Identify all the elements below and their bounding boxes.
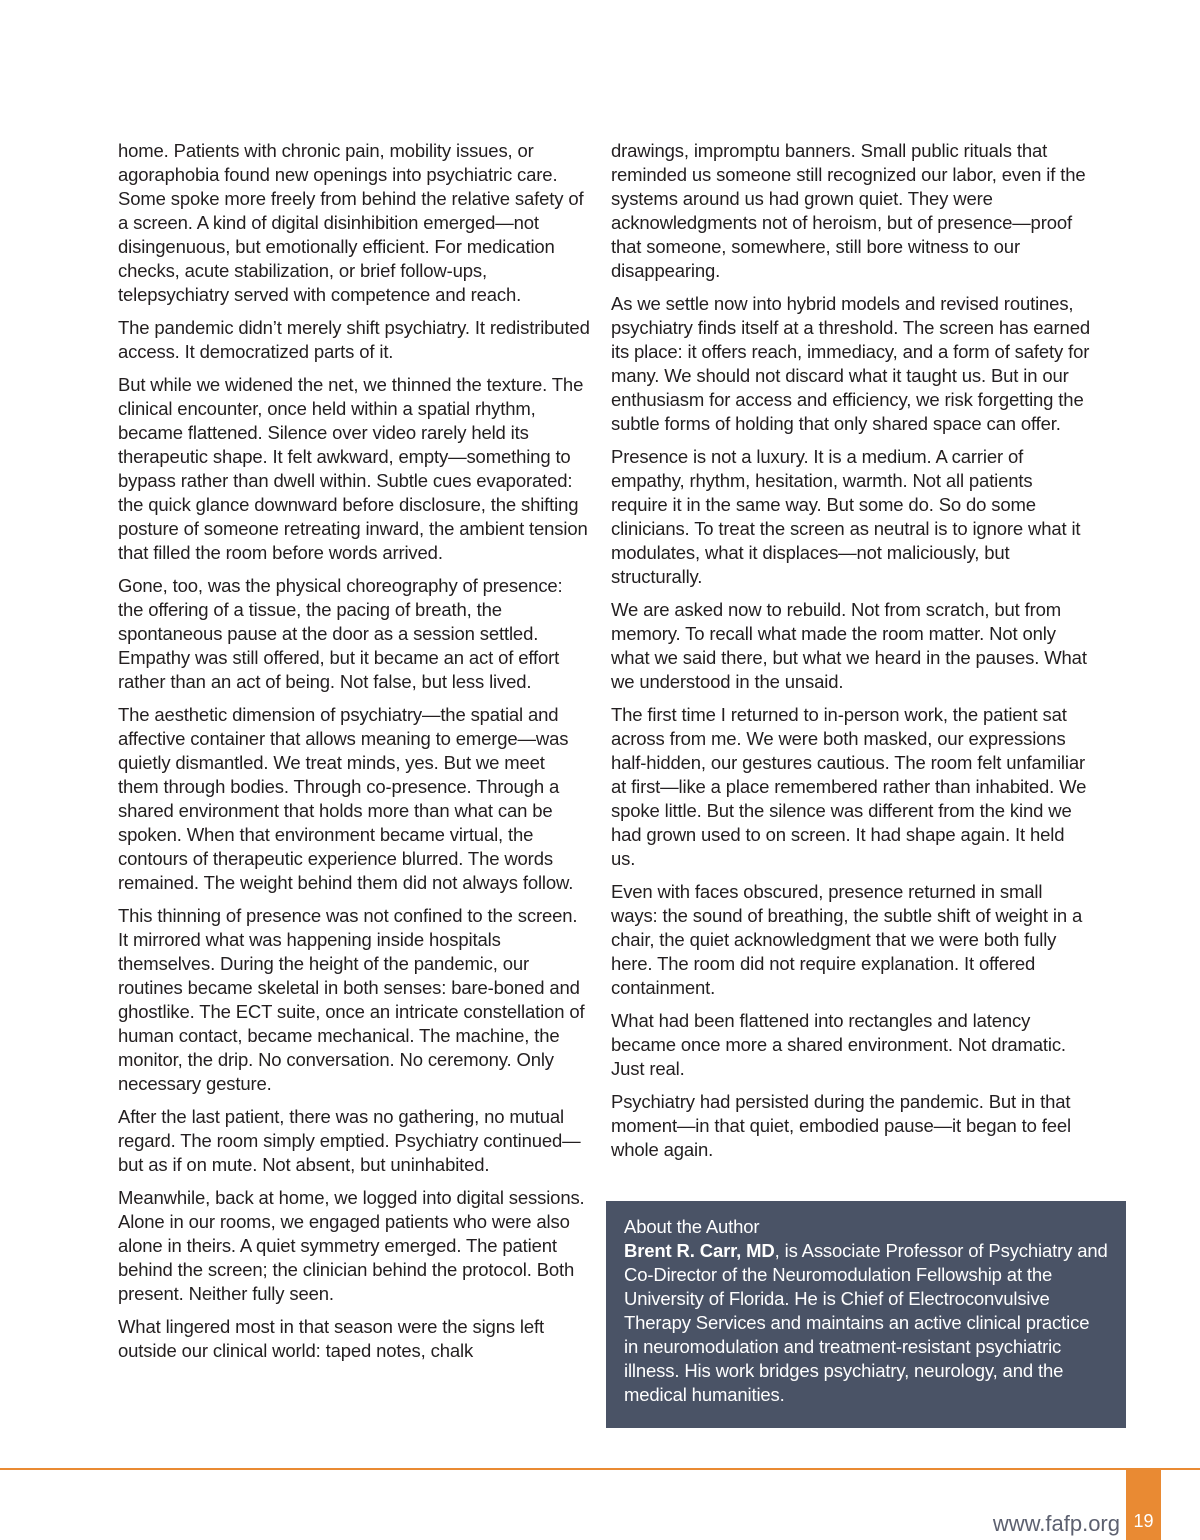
- footer-url: www.fafp.org: [992, 1511, 1120, 1536]
- right-column: [611, 139, 1091, 1171]
- body-paragraph: Gone, too, was the physical choreography of presence: the offering of a tissue, the pacing of breath, the spontaneous pause at the door as a session settled. Empathy was still offered, but it became an act of effort rather than an act of being. Not false, but less lived.: [118, 575, 563, 692]
- body-paragraph: The pandemic didn’t merely shift psychiatry. It redistributed access. It democratized parts of it.: [118, 317, 590, 362]
- body-paragraph: After the last patient, there was no gathering, no mutual regard. The room simply emptied. Psychiatry continued—but as if on mute. Not absent, but uninhabited.: [118, 1106, 581, 1175]
- author-bio: , is Associate Professor of Psychiatry and Co-Director of the Neuromodulation Fellowship at the University of Florida. He is Chief of Electroconvulsive Therapy Services and maintains an active clinical practice in neuromodulation and treatment-resistant psychiatric illness. His work bridges psychiatry, neurology, and the medical humanities.: [624, 1240, 1108, 1405]
- body-paragraph: Meanwhile, back at home, we logged into digital sessions. Alone in our rooms, we engaged patients who were also alone in theirs. A quiet symmetry emerged. The patient behind the screen; the clinician behind the protocol. Both present. Neither fully seen.: [118, 1187, 585, 1304]
- body-paragraph: Even with faces obscured, presence returned in small ways: the sound of breathing, the subtle shift of weight in a chair, the quiet acknowledgment that we were both fully here. The room did not require explanation. It offered containment.: [611, 881, 1083, 998]
- page-number: 19: [1126, 1470, 1161, 1540]
- author-name: Brent R. Carr, MD: [624, 1240, 775, 1261]
- body-paragraph: As we settle now into hybrid models and revised routines, psychiatry finds itself at a threshold. The screen has earned its place: it offers reach, immediacy, and a form of safety for many. We should not discard what it taught us. But in our enthusiasm for access and efficiency, we risk forgetting the subtle forms of holding that only shared space can offer.: [611, 293, 1090, 434]
- left-column: [118, 139, 590, 1372]
- body-paragraph: This thinning of presence was not confined to the screen. It mirrored what was happening inside hospitals themselves. During the height of the pandemic, our routines became skeletal in both senses: bare-boned and ghostlike. The ECT suite, once an intricate constellation of human contact, became mechanical. The machine, the monitor, the drip. No conversation. No ceremony. Only necessary gesture.: [118, 905, 585, 1094]
- about-author-body: [624, 1239, 1108, 1407]
- about-author-box: [606, 1201, 1126, 1428]
- body-paragraph: What lingered most in that season were the signs left outside our clinical world: taped notes, chalk: [118, 1316, 544, 1361]
- body-paragraph: Presence is not a luxury. It is a medium. A carrier of empathy, rhythm, hesitation, warmth. Not all patients require it in the same way. But some do. So do some clinicians. To treat the screen as neutral is to ignore what it modulates, what it displaces—not maliciously, but structurally.: [611, 446, 1081, 587]
- body-paragraph: drawings, impromptu banners. Small public rituals that reminded us someone still recognized our labor, even if the systems around us had grown quiet. They were acknowledgments not of heroism, but of presence—proof that someone, somewhere, still bore witness to our disappearing.: [611, 140, 1086, 281]
- body-paragraph: The aesthetic dimension of psychiatry—the spatial and affective container that allows meaning to emerge—was quietly dismantled. We treat minds, yes. But we meet them through bodies. Through co-presence. Through a shared environment that holds more than what can be spoken. When that environment became virtual, the contours of therapeutic experience blurred. The words remained. The weight behind them did not always follow.: [118, 704, 574, 893]
- body-paragraph: The first time I returned to in-person work, the patient sat across from me. We were both masked, our expressions half-hidden, our gestures cautious. The room felt unfamiliar at first—like a place remembered rather than inhabited. We spoke little. But the silence was different from the kind we had grown used to on screen. It had shape again. It held us.: [611, 704, 1087, 869]
- body-paragraph: What had been flattened into rectangles and latency became once more a shared environment. Not dramatic. Just real.: [611, 1010, 1066, 1079]
- about-author-title: About the Author: [624, 1216, 760, 1237]
- footer-divider: [0, 1468, 1200, 1470]
- body-paragraph: home. Patients with chronic pain, mobility issues, or agoraphobia found new openings into psychiatric care. Some spoke more freely from behind the relative safety of a screen. A kind of digital disinhibition emerged—not disingenuous, but emotionally efficient. For medication checks, acute stabilization, or brief follow-ups, telepsychiatry served with competence and reach.: [118, 140, 584, 305]
- body-paragraph: We are asked now to rebuild. Not from scratch, but from memory. To recall what made the room matter. Not only what we said there, but what we heard in the pauses. What we understood in the unsaid.: [611, 599, 1087, 692]
- body-paragraph: But while we widened the net, we thinned the texture. The clinical encounter, once held within a spatial rhythm, became flattened. Silence over video rarely held its therapeutic shape. It felt awkward, empty—something to bypass rather than dwell within. Subtle cues evaporated: the quick glance downward before disclosure, the shifting posture of someone retreating inward, the ambient tension that filled the room before words arrived.: [118, 374, 588, 563]
- body-paragraph: Psychiatry had persisted during the pandemic. But in that moment—in that quiet, embodied pause—it began to feel whole again.: [611, 1091, 1071, 1160]
